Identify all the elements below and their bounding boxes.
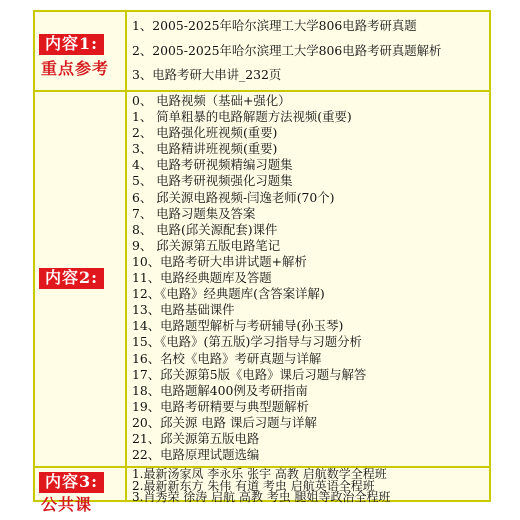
list-item: 10、电路考研大串讲试题+解析 [132,253,307,269]
list-item: 12、《电路》经典题库(含答案详解) [132,286,325,302]
section-3-name: 公共课 [41,495,93,514]
section-3-label-cell [35,468,127,514]
list-item: 6、 邱关源电路视频-闫逸老师(70个) [132,189,335,205]
list-item: 1、 简单粗暴的电路解题方法视频(重要) [132,109,352,125]
section-1-tag: 内容1: [39,34,104,55]
section-1-list [127,12,489,90]
list-item: 2、2005-2025年哈尔滨理工大学806电路考研真题解析 [132,42,442,58]
list-item: 21、邱关源第五版电路 [132,430,260,446]
list-item: 5、 电路考研视频强化习题集 [132,173,293,189]
list-item: 16、名校《电路》考研真题与详解 [132,350,322,366]
list-item: 13、电路基础课件 [132,302,235,318]
section-3 [35,466,489,514]
list-item: 15、《电路》(第五版)学习指导与习题分析 [132,334,362,350]
list-item: 0、 电路视频（基础+强化） [132,93,291,108]
section-1-name: 重点参考 [41,59,110,78]
list-item: 3.肖秀荣 徐涛 启航 高教 考虫 腿姐等政治全程班 [132,490,391,504]
section-1-label-cell [35,12,127,90]
section-3-tag: 内容3: [39,472,104,493]
list-item: 17、邱关源第5版《电路》课后习题与解答 [132,366,367,382]
list-item: 18、电路题解400例及考研指南 [132,382,308,398]
section-2 [35,90,489,466]
list-item: 20、邱关源 电路 课后习题与详解 [132,414,317,430]
list-item: 4、 电路考研视频精编习题集 [132,157,293,173]
list-item: 3、电路考研大串讲_232页 [132,67,282,82]
section-2-tag: 内容2: [39,268,104,289]
section-3-list [127,468,489,502]
list-item: 22、电路原理试题选编 [132,447,260,463]
list-item: 2、 电路强化班视频(重要) [132,125,278,141]
section-1 [35,12,489,90]
list-item: 1、2005-2025年哈尔滨理工大学806电路考研真题 [132,18,417,33]
list-item: 14、电路题型解析与考研辅导(孙玉琴) [132,318,344,334]
list-item: 1.最新汤家凤 李永乐 张宇 高教 启航数学全程班 [132,467,387,481]
section-2-list [127,92,489,466]
list-item: 11、电路经典题库及答题 [132,270,272,286]
content-table [33,10,491,514]
list-item: 7、 电路习题集及答案 [132,205,256,221]
section-2-label-cell [35,92,127,466]
list-item: 19、电路考研精要与典型题解析 [132,398,309,414]
list-item: 8、 电路(邱关源配套)课件 [132,221,278,237]
list-item: 3、 电路精讲班视频(重要) [132,141,278,157]
list-item: 9、 邱关源第五版电路笔记 [132,237,281,253]
list-item: 2.最新新东方 朱伟 有道 考虫 启航英语全程班 [132,478,375,493]
